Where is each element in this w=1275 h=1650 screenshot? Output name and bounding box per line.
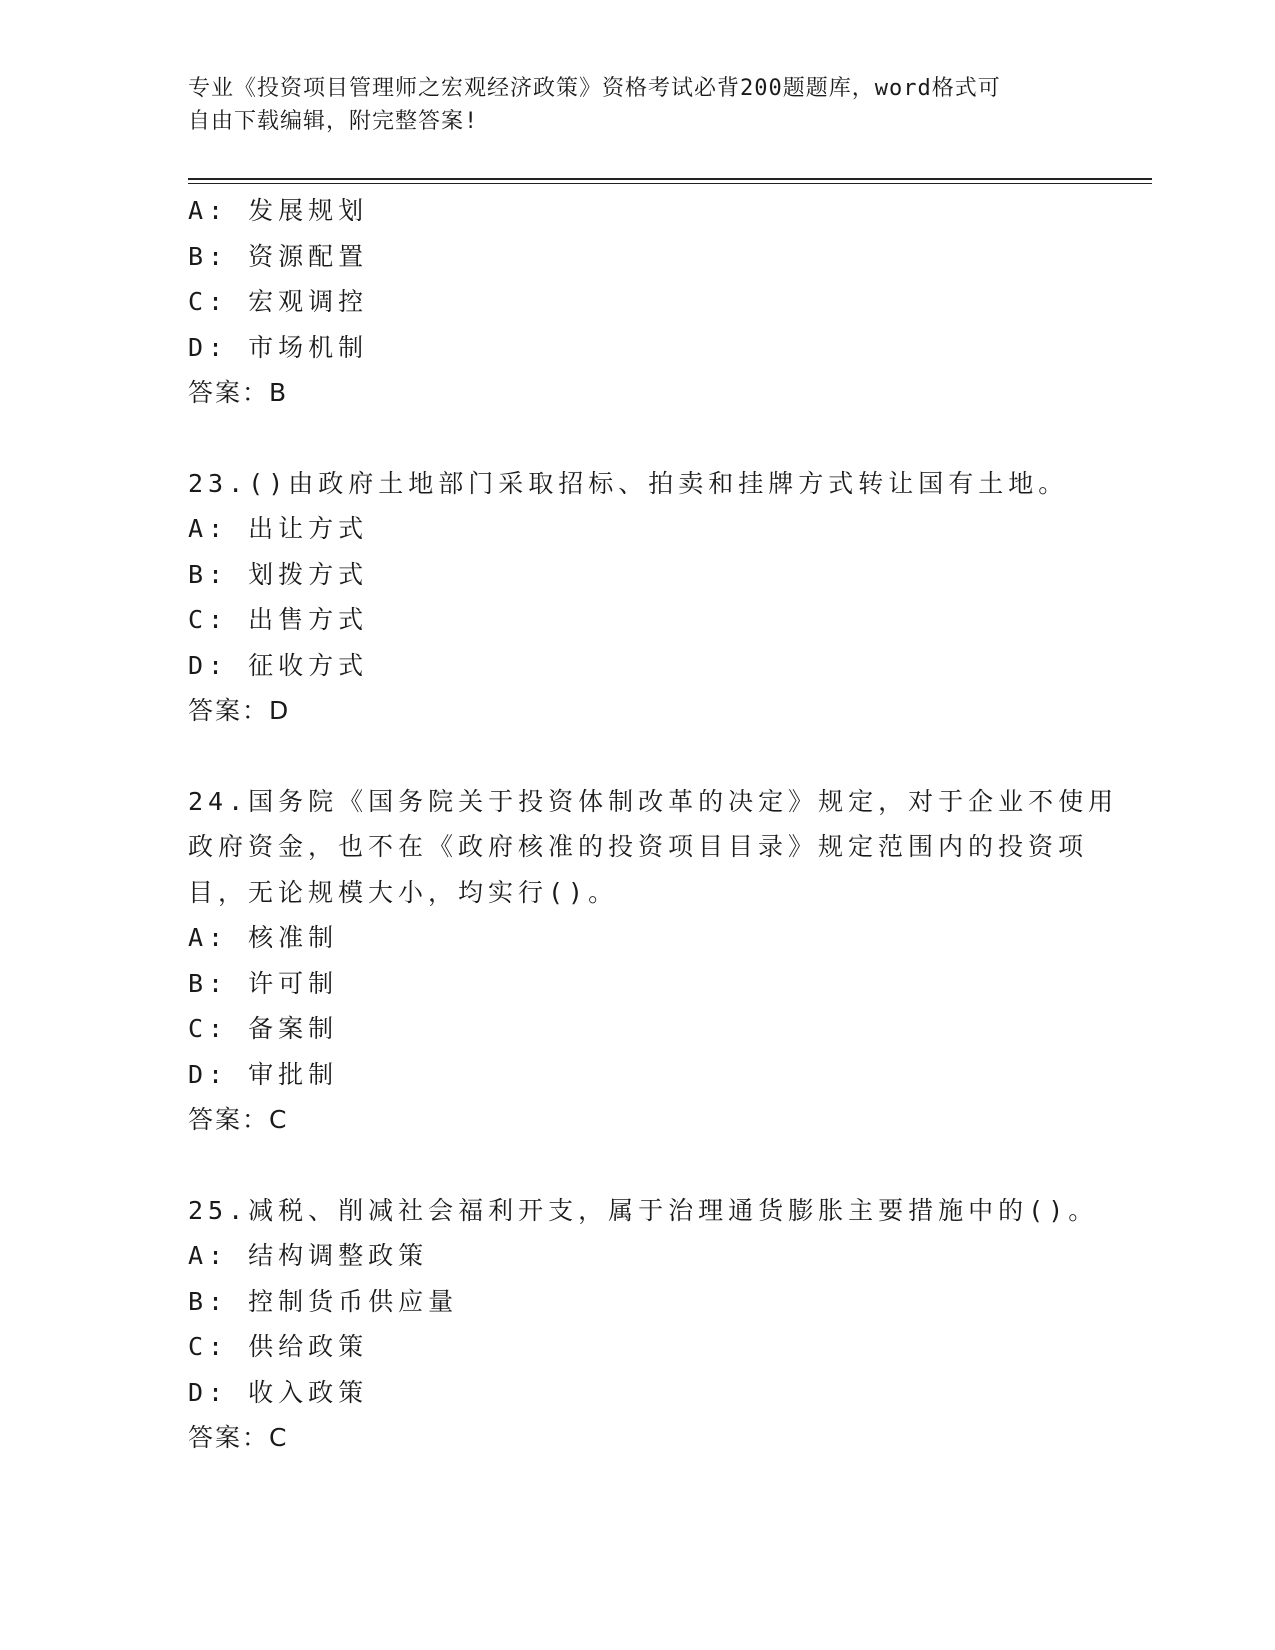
question-block-23 xyxy=(188,461,1088,734)
question-list xyxy=(188,188,1119,1461)
option-c: C: 宏观调控 xyxy=(188,287,369,316)
option-c: C: 出售方式 xyxy=(188,605,369,634)
option-a: A: 出让方式 xyxy=(188,514,369,543)
option-c: C: 供给政策 xyxy=(188,1332,369,1361)
header-line-2: 自由下载编辑，附完整答案! xyxy=(188,109,479,134)
option-b: B: 控制货币供应量 xyxy=(188,1286,459,1316)
option-d: D: 收入政策 xyxy=(188,1377,369,1407)
question-text: 25.减税、削减社会福利开支，属于治理通货膨胀主要措施中的()。 xyxy=(188,1195,1099,1225)
header-line-1: 专业《投资项目管理师之宏观经济政策》资格考试必背200题题库，word格式可 xyxy=(188,76,1001,101)
header-divider-thick xyxy=(188,178,1152,180)
answer-line: 答案：C xyxy=(188,1105,289,1134)
document-page xyxy=(188,0,1152,1650)
option-c: C: 备案制 xyxy=(188,1014,339,1043)
header-divider-thin xyxy=(188,183,1152,184)
question-block-22 xyxy=(188,188,1088,416)
option-d: D: 征收方式 xyxy=(188,650,369,680)
question-text-line-1: 24.国务院《国务院关于投资体制改革的决定》规定，对于企业不使用 xyxy=(188,786,1119,816)
option-a: A: 核准制 xyxy=(188,923,339,952)
option-b: B: 许可制 xyxy=(188,968,339,998)
answer-line: 答案：B xyxy=(188,378,289,407)
option-d: D: 审批制 xyxy=(188,1059,339,1089)
option-a: A: 发展规划 xyxy=(188,196,369,225)
question-text-line-3: 目，无论规模大小，均实行()。 xyxy=(188,877,619,907)
option-b: B: 划拨方式 xyxy=(188,559,369,589)
question-text-line-2: 政府资金，也不在《政府核准的投资项目目录》规定范围内的投资项 xyxy=(188,832,1089,861)
option-d: D: 市场机制 xyxy=(188,332,369,362)
question-block-24 xyxy=(188,779,1119,1143)
option-a: A: 结构调整政策 xyxy=(188,1241,429,1270)
answer-line: 答案：C xyxy=(188,1423,289,1452)
question-text: 23.()由政府土地部门采取招标、拍卖和挂牌方式转让国有土地。 xyxy=(188,468,1069,498)
document-header xyxy=(188,72,1048,138)
question-block-25 xyxy=(188,1188,1099,1461)
answer-line: 答案：D xyxy=(188,696,291,725)
option-b: B: 资源配置 xyxy=(188,241,369,271)
